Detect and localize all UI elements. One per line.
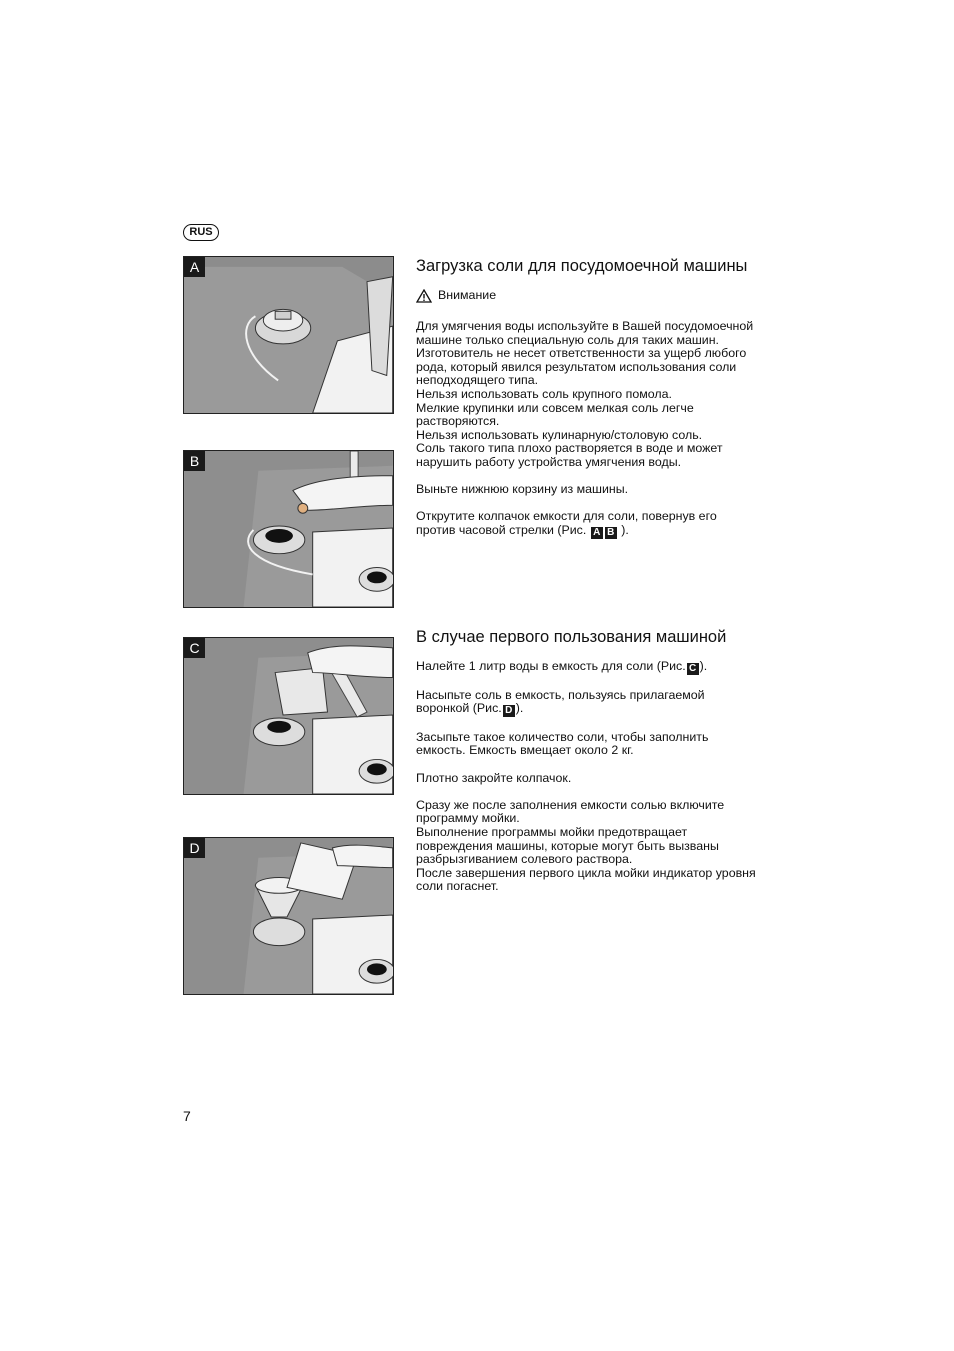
paragraph: Выньте нижнюю корзину из машины.	[416, 482, 629, 497]
figure-ref-c: C	[687, 663, 699, 675]
section-first-use	[416, 628, 776, 894]
section-title: В случае первого пользования машиной	[416, 628, 727, 646]
paragraph: Для умягчения воды используйте в Вашей посудомоечной машине только специальную соль для таких машин. Изготовитель не несет ответственности за ущерб любого рода, который явился результатом использования соли неподходящего типа. Нельзя использовать соль крупного помола. Мелкие крупинки или совсем мелкая соль легче растворяются. Нельзя использовать кулинарную/столовую соль. Соль такого типа плохо растворяется в воде и может нарушить работу устройства умягчения воды.	[416, 319, 754, 469]
section-salt-loading	[416, 257, 776, 539]
paragraph: Плотно закройте колпачок.	[416, 770, 572, 785]
figure-c-label: C	[184, 638, 205, 658]
language-badge: RUS	[183, 224, 219, 241]
page-number: 7	[183, 1108, 191, 1124]
figure-d	[183, 837, 394, 995]
figure-b-label: B	[184, 451, 205, 471]
section-title: Загрузка соли для посудомоечной машины	[416, 257, 748, 275]
warning-label: Внимание	[438, 288, 497, 303]
figure-ref-a: A	[591, 527, 603, 539]
paragraph: Насыпьте соль в емкость, пользуясь прилагаемой воронкой (Рис. D ).	[416, 687, 705, 717]
warning-icon	[416, 289, 432, 303]
figure-ref-d: D	[503, 705, 515, 717]
figure-c-illustration	[184, 638, 393, 794]
paragraph: Засыпьте такое количество соли, чтобы заполнить емкость. Емкость вмещает около 2 кг.	[416, 729, 709, 758]
figure-d-illustration	[184, 838, 393, 994]
figure-b-illustration	[184, 451, 393, 607]
figure-a-illustration	[184, 257, 393, 413]
figure-c	[183, 637, 394, 795]
figure-b	[183, 450, 394, 608]
paragraph: Налейте 1 литр воды в емкость для соли (Рис. C ).	[416, 659, 708, 674]
figure-a	[183, 256, 394, 414]
warning-notice	[416, 289, 776, 303]
paragraph: Открутите колпачок емкости для соли, повернув его против часовой стрелки (Рис. A B ).	[416, 509, 717, 538]
paragraph: Сразу же после заполнения емкости солью включите программу мойки. Выполнение программы мойки предотвращает повреждения машины, которые могут быть вызваны разбрызгиванием солевого раствора. После завершения первого цикла мойки индикатор уровня соли погаснет.	[416, 797, 756, 894]
figure-d-label: D	[184, 838, 205, 858]
figure-ref-b: B	[605, 527, 617, 539]
figure-a-label: A	[184, 257, 205, 277]
